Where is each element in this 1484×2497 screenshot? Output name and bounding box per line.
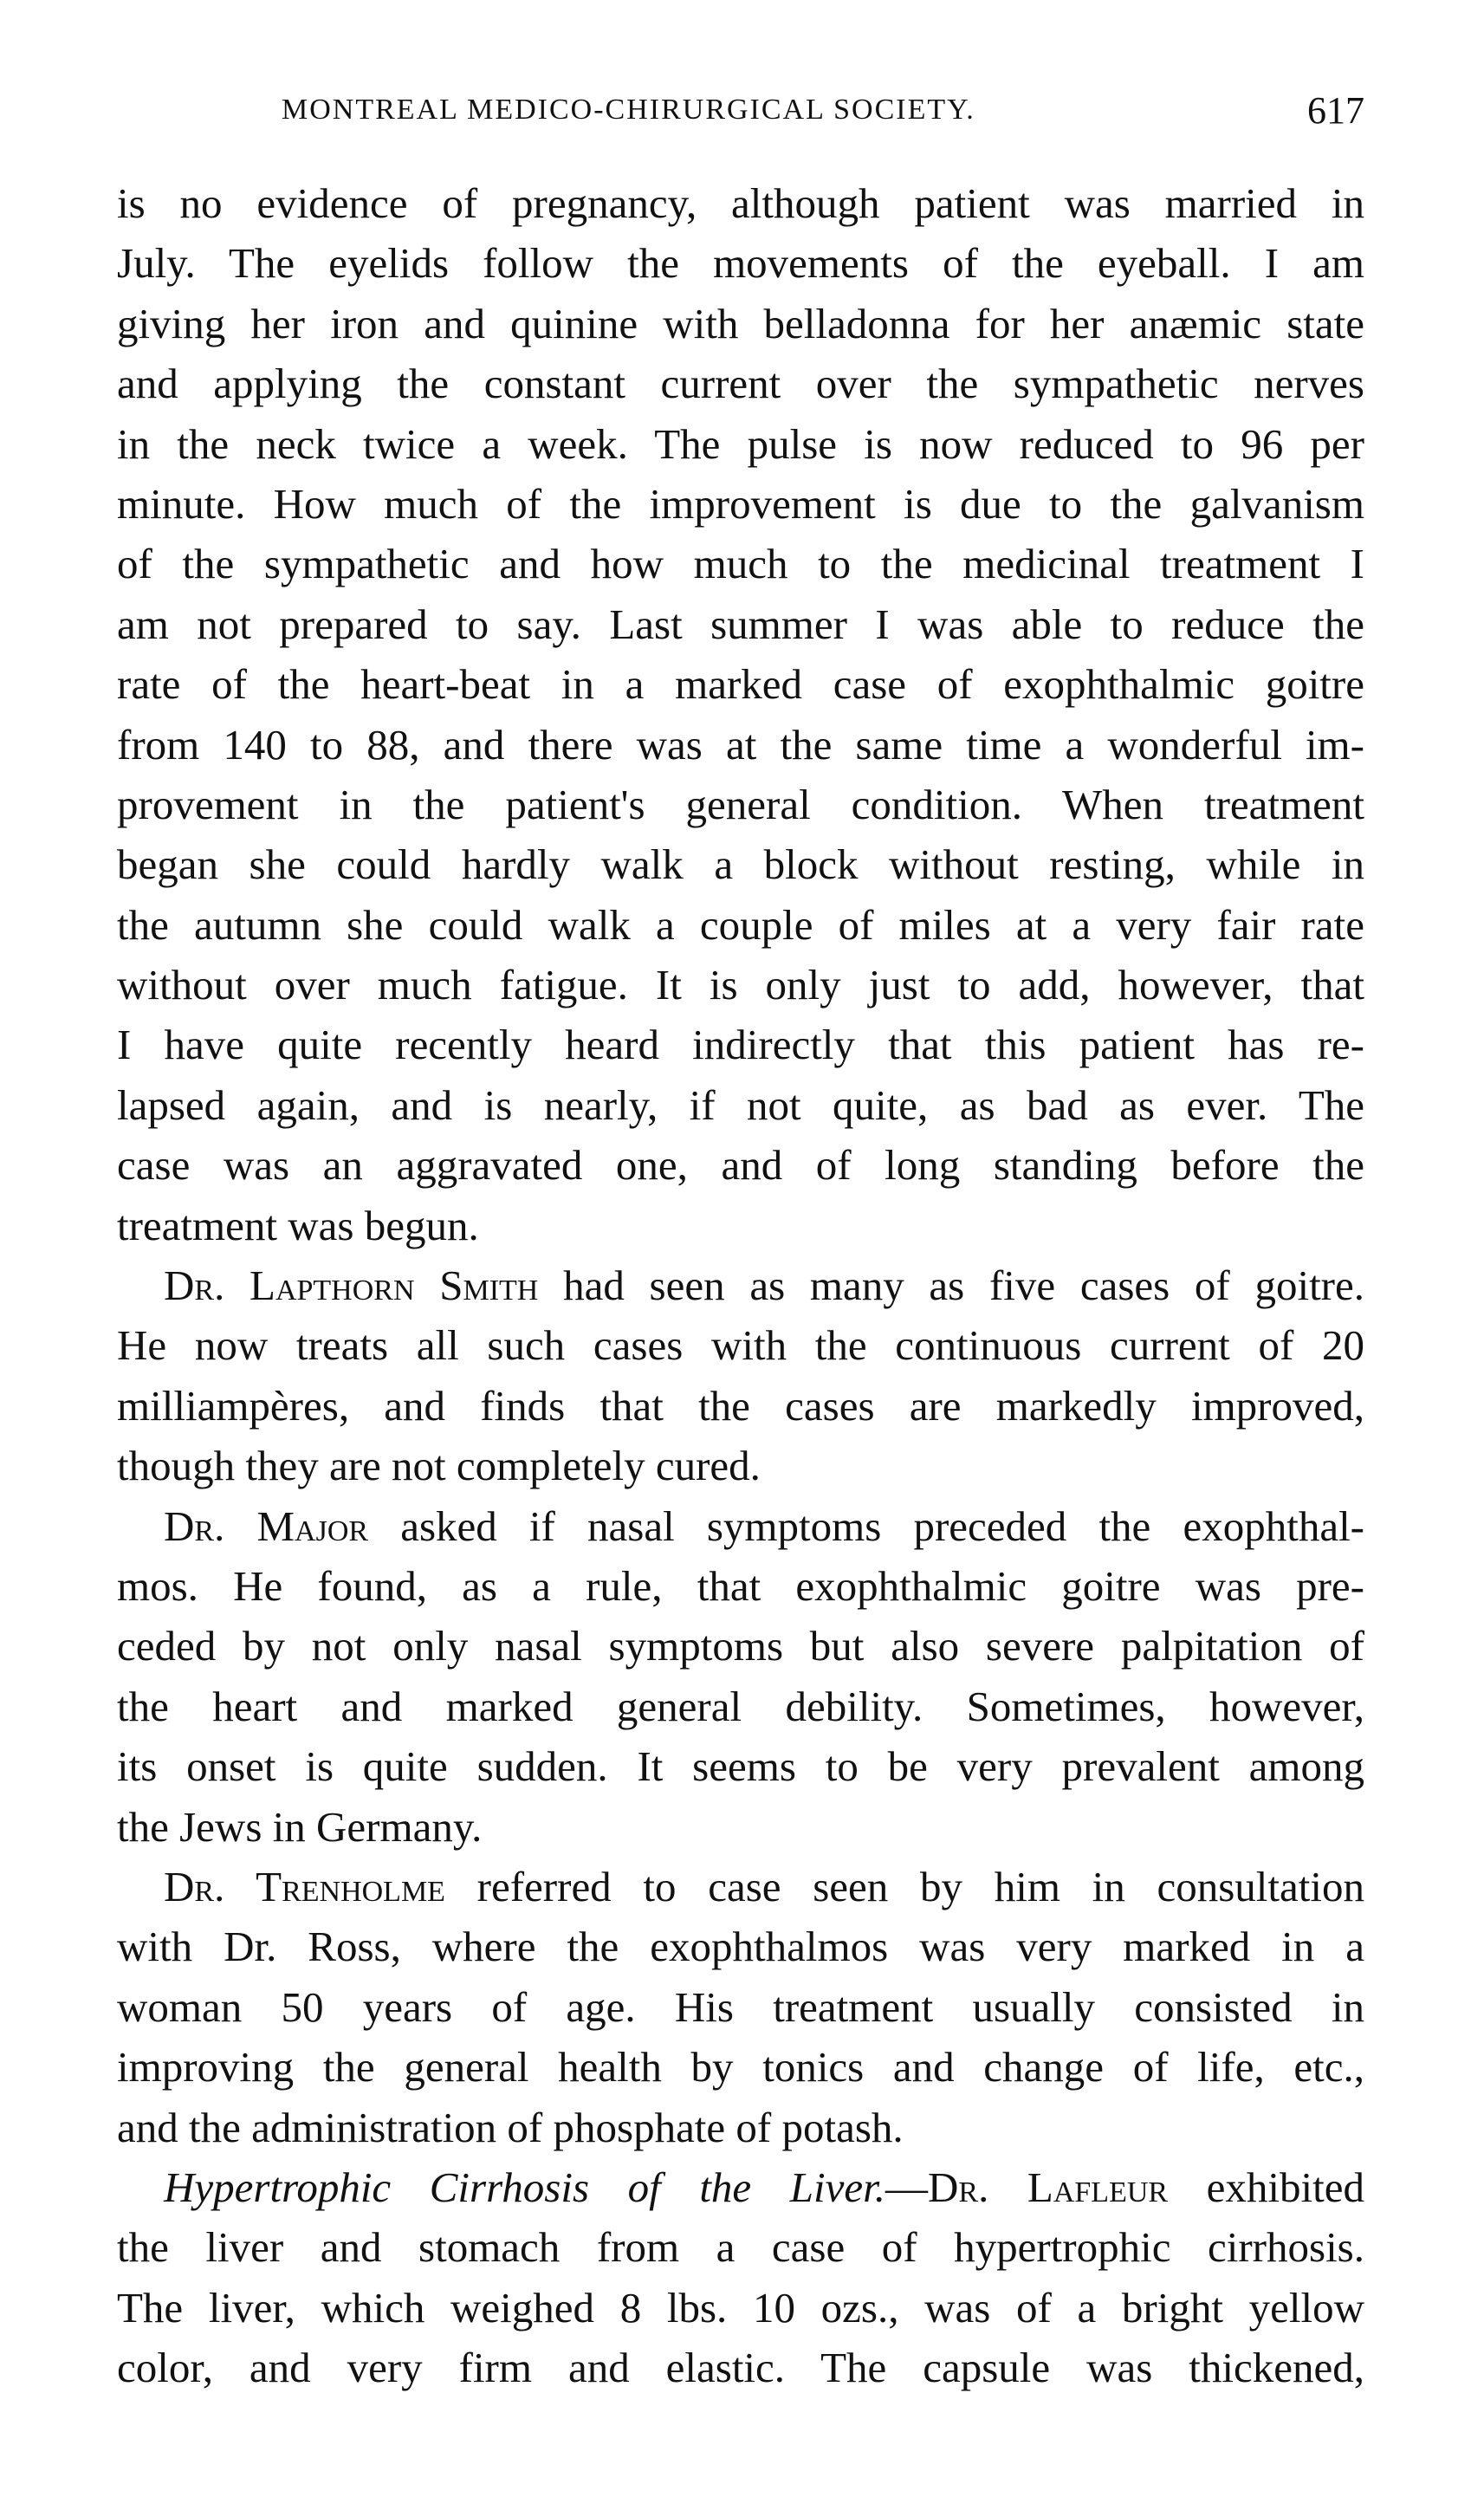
section-heading: Hypertrophic Cirrhosis of the Liver.	[164, 2163, 886, 2211]
line-text: exhibited	[1206, 2163, 1364, 2211]
text-line: the liver and stomach from a case of hypertrophic cirrhosis.	[117, 2223, 1364, 2272]
paragraph-lapthorn-smith	[117, 1255, 1364, 1496]
running-title: MONTREAL MEDICO-CHIRURGICAL SOCIETY.	[282, 94, 975, 126]
text-line: is no evidence of pregnancy, although patient was married in	[117, 179, 1364, 227]
text-line: The liver, which weighed 8 lbs. 10 ozs., was of a bright yellow	[117, 2283, 1364, 2332]
text-line: though they are not completely cured.	[117, 1442, 761, 1490]
em-dash: —	[885, 2163, 929, 2211]
text-line: with Dr. Ross, where the exophthalmos was very marked in a	[117, 1923, 1364, 1971]
line-text: had seen as many as five cases of goitre.	[563, 1261, 1364, 1310]
text-line: milliampères, and finds that the cases are markedly improved,	[117, 1381, 1364, 1430]
speaker-name: Dr. Major	[164, 1501, 369, 1550]
page-number: 617	[1307, 89, 1364, 132]
text-line: am not prepared to say. Last summer I was able to reduce the	[117, 600, 1364, 648]
body-text	[117, 173, 1364, 2397]
speaker-name: Dr. Lapthorn Smith	[164, 1261, 539, 1310]
text-line: I have quite recently heard indirectly that this patient has re-	[117, 1021, 1364, 1069]
text-line: mos. He found, as a rule, that exophthalmic goitre was pre-	[117, 1561, 1364, 1610]
text-line: provement in the patient's general condition. When treatment	[117, 780, 1364, 828]
text-line: the heart and marked general debility. Sometimes, however,	[117, 1682, 1364, 1730]
paragraph-major	[117, 1496, 1364, 1857]
text-line: the Jews in Germany.	[117, 1802, 483, 1851]
text-line: case was an aggravated one, and of long standing before the	[117, 1141, 1364, 1190]
text-line	[117, 1496, 1364, 1556]
paragraph-trenholme	[117, 1857, 1364, 2157]
text-line: improving the general health by tonics and change of life, etc.,	[117, 2043, 1364, 2092]
speaker-name: Dr. Trenholme	[164, 1862, 445, 1910]
text-line: without over much fatigue. It is only just to add, however, that	[117, 961, 1364, 1009]
line-text: referred to case seen by him in consultation	[476, 1862, 1365, 1910]
text-line: the autumn she could walk a couple of miles at a very fair rate	[117, 900, 1364, 949]
text-line: ceded by not only nasal symptoms but also severe palpitation of	[117, 1622, 1364, 1670]
text-line: from 140 to 88, and there was at the same time a wonderful im-	[117, 720, 1364, 769]
text-line: began she could hardly walk a block without resting, while in	[117, 840, 1364, 889]
line-text: asked if nasal symptoms preceded the exophthal-	[400, 1501, 1365, 1550]
text-line: giving her iron and quinine with belladonna for her anæmic state	[117, 299, 1364, 347]
text-line: color, and very firm and elastic. The capsule was thickened,	[117, 2344, 1364, 2392]
text-line: minute. How much of the improvement is due to the galvanism	[117, 479, 1364, 528]
text-line	[117, 1255, 1364, 1315]
text-line: and applying the constant current over the sympathetic nerves	[117, 360, 1364, 408]
text-line	[117, 2157, 1364, 2217]
text-line: treatment was begun.	[117, 1201, 479, 1249]
running-header	[117, 88, 1364, 149]
text-line: He now treats all such cases with the continuous current of 20	[117, 1321, 1364, 1370]
text-line: July. The eyelids follow the movements of the eyeball. I am	[117, 239, 1364, 288]
text-line: rate of the heart-beat in a marked case of exophthalmic goitre	[117, 660, 1364, 709]
text-line: of the sympathetic and how much to the medicinal treatment I	[117, 540, 1364, 588]
text-line: woman 50 years of age. His treatment usually consisted in	[117, 1982, 1364, 2031]
paragraph-continued	[117, 173, 1364, 1255]
text-line: its onset is quite sudden. It seems to be very prevalent among	[117, 1742, 1364, 1791]
text-line: and the administration of phosphate of potash.	[117, 2103, 904, 2151]
text-line: in the neck twice a week. The pulse is now reduced to 96 per	[117, 419, 1364, 468]
speaker-name: Dr. Lafleur	[928, 2163, 1169, 2211]
paragraph-lafleur	[117, 2157, 1364, 2398]
text-line: lapsed again, and is nearly, if not quite, as bad as ever. The	[117, 1080, 1364, 1129]
text-line	[117, 1857, 1364, 1917]
